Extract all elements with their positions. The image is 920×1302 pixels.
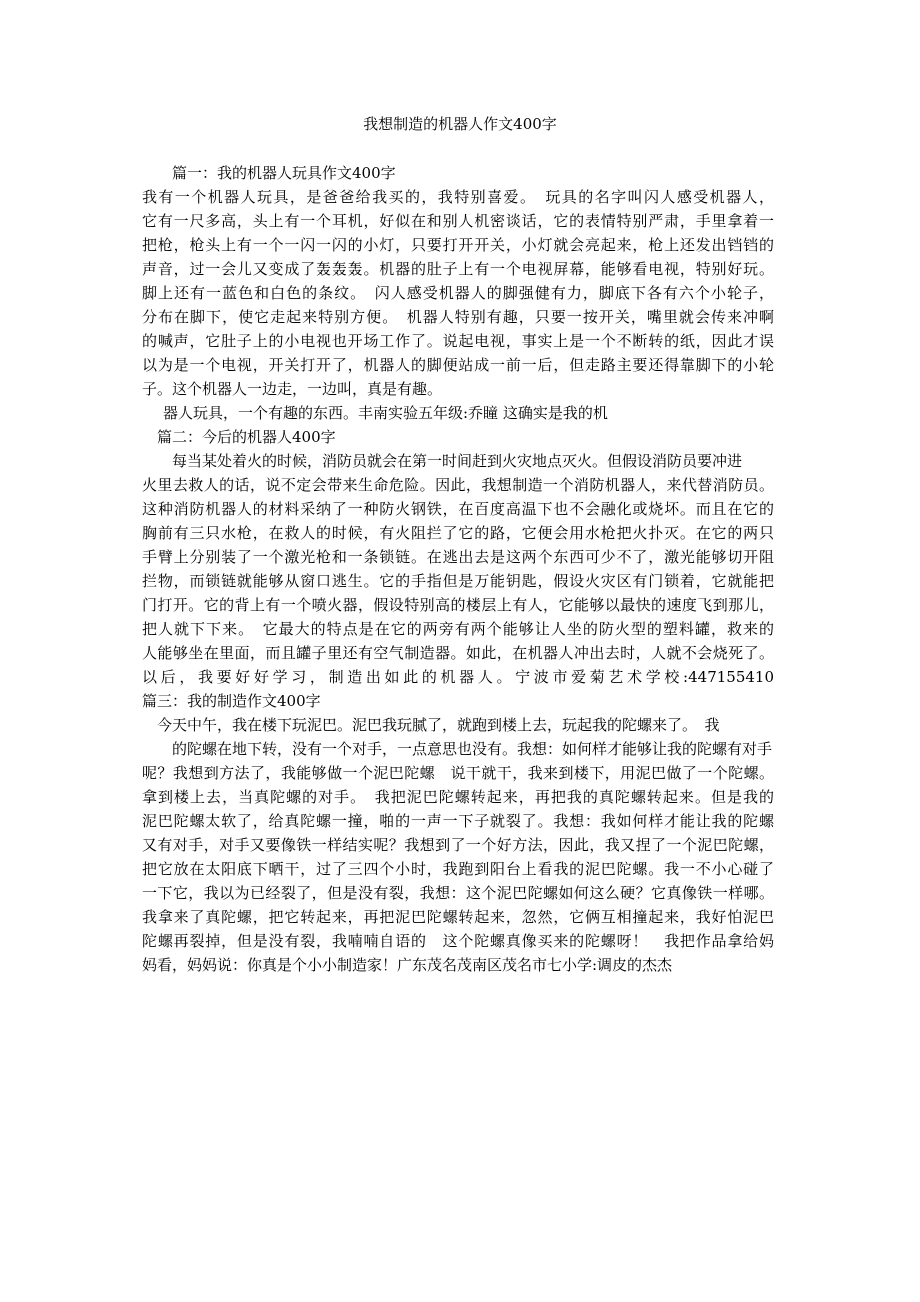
body-text-line: 泥巴陀螺太软了，给真陀螺一撞，啪的一声一下子就裂了。我想：我如何样才能让我的陀螺 [142,812,774,830]
body-text-line: 我拿来了真陀螺，把它转起来，再把泥巴陀螺转起来，忽然，它俩互相撞起来，我好怕泥巴 [142,908,774,926]
body-text-line: 把它放在太阳底下晒干，过了三四个小时，我跑到阳台上看我的泥巴陀螺。我一不小心碰了 [142,860,774,878]
body-text-line: 又有对手，对手又要像铁一样结实呢？我想到了一个好方法，因此，我又捏了一个泥巴陀螺， [142,836,774,854]
body-text-line: 一下它，我以为已经裂了，但是没有裂，我想：这个泥巴陀螺如何这么硬？它真像铁一样哪。 [142,884,774,902]
body-text-line: 以后，我要好好学习，制造出如此的机器人。宁波市爱菊艺术学校:447155410 [142,668,774,686]
body-text-line: 妈看，妈妈说：你真是个小小制造家！广东茂名茂南区茂名市七小学:调皮的杰杰 [142,956,673,974]
body-text-line: 我有一个机器人玩具，是爸爸给我买的，我特别喜爱。 玩具的名字叫闪人感受机器人， [142,188,774,206]
body-text-line: 胸前有三只水枪，在救人的时候，有火阻拦了它的路，它便会用水枪把火扑灭。在它的两只 [142,524,774,542]
section-heading-1: 篇一：我的机器人玩具作文400字 [172,164,396,182]
body-text-line: 火里去救人的话，说不定会带来生命危险。因此，我想制造一个消防机器人，来代替消防员。 [142,476,774,494]
section-heading-3: 篇三：我的制造作文400字 [142,692,321,710]
body-text-line: 门打开。它的背上有一个喷火器，假设特别高的楼层上有人，它能够以最快的速度飞到那儿， [142,596,774,614]
body-text-line: 的陀螺在地下转，没有一个对手，一点意思也没有。我想：如何样才能够让我的陀螺有对手 [172,740,773,758]
body-text-line: 拿到楼上去，当真陀螺的对手。 我把泥巴陀螺转起来，再把我的真陀螺转起来。但是我的 [142,788,774,806]
body-text-line: 的喊声，它肚子上的小电视也开场工作了。说起电视，事实上是一个不断转的纸，因此才误 [142,332,774,350]
body-text-line: 把人就下下来。 它最大的特点是在它的两旁有两个能够让人坐的防火型的塑料罐，救来的 [142,620,774,638]
body-text-line: 分布在脚下，使它走起来特别方便。 机器人特别有趣，只要一按开关，嘴里就会传来冲啊 [142,308,774,326]
body-text-line: 手臂上分别装了一个激光枪和一条锁链。在逃出去是这两个东西可少不了，激光能够切开阻 [142,548,774,566]
body-text-line: 它有一尺多高，头上有一个耳机，好似在和别人机密谈话，它的表情特别严肃，手里拿着一 [142,212,774,230]
body-text-line: 以为是一个电视，开关打开了，机器人的脚便站成一前一后，但走路主要还得靠脚下的小轮 [142,356,774,374]
body-text-line: 每当某处着火的时候，消防员就会在第一时间赶到火灾地点灭火。但假设消防员要冲进 [172,452,743,470]
body-text-line: 把枪，枪头上有一个一闪一闪的小灯，只要打开开关，小灯就会亮起来，枪上还发出铛铛的 [142,236,774,254]
body-text-line: 人能够坐在里面，而且罐子里还有空气制造器。如此，在机器人冲出去时，人就不会烧死了。 [142,644,774,662]
body-text-line: 陀螺再裂掉，但是没有裂，我喃喃自语的 这个陀螺真像买来的陀螺呀！ 我把作品拿给妈 [142,932,774,950]
body-text-line: 声音，过一会儿又变成了轰轰轰。机器的肚子上有一个电视屏幕，能够看电视，特别好玩。 [142,260,774,278]
body-text-line: 呢？我想到方法了，我能够做一个泥巴陀螺 说干就干，我来到楼下，用泥巴做了一个陀螺。 [142,764,774,782]
body-text-line: 这种消防机器人的材料采纳了一种防火钢铁，在百度高温下也不会融化或烧坏。而且在它的 [142,500,774,518]
section-heading-2: 篇二：今后的机器人400字 [157,428,336,446]
body-text-line: 子。这个机器人一边走，一边叫，真是有趣。 [142,380,443,398]
body-text-line: 器人玩具，一个有趣的东西。丰南实验五年级:乔瞳 这确实是我的机 [163,404,608,422]
body-text-line: 脚上还有一蓝色和白色的条纹。 闪人感受机器人的脚强健有力，脚底下各有六个小轮子， [142,284,774,302]
body-text-line: 今天中午，我在楼下玩泥巴。泥巴我玩腻了，就跑到楼上去，玩起我的陀螺来了。 我 [157,716,720,734]
body-text-line: 拦物，而锁链就能够从窗口逃生。它的手指但是万能钥匙，假设火灾区有门锁着，它就能把 [142,572,774,590]
document-title: 我想制造的机器人作文400字 [363,115,557,133]
